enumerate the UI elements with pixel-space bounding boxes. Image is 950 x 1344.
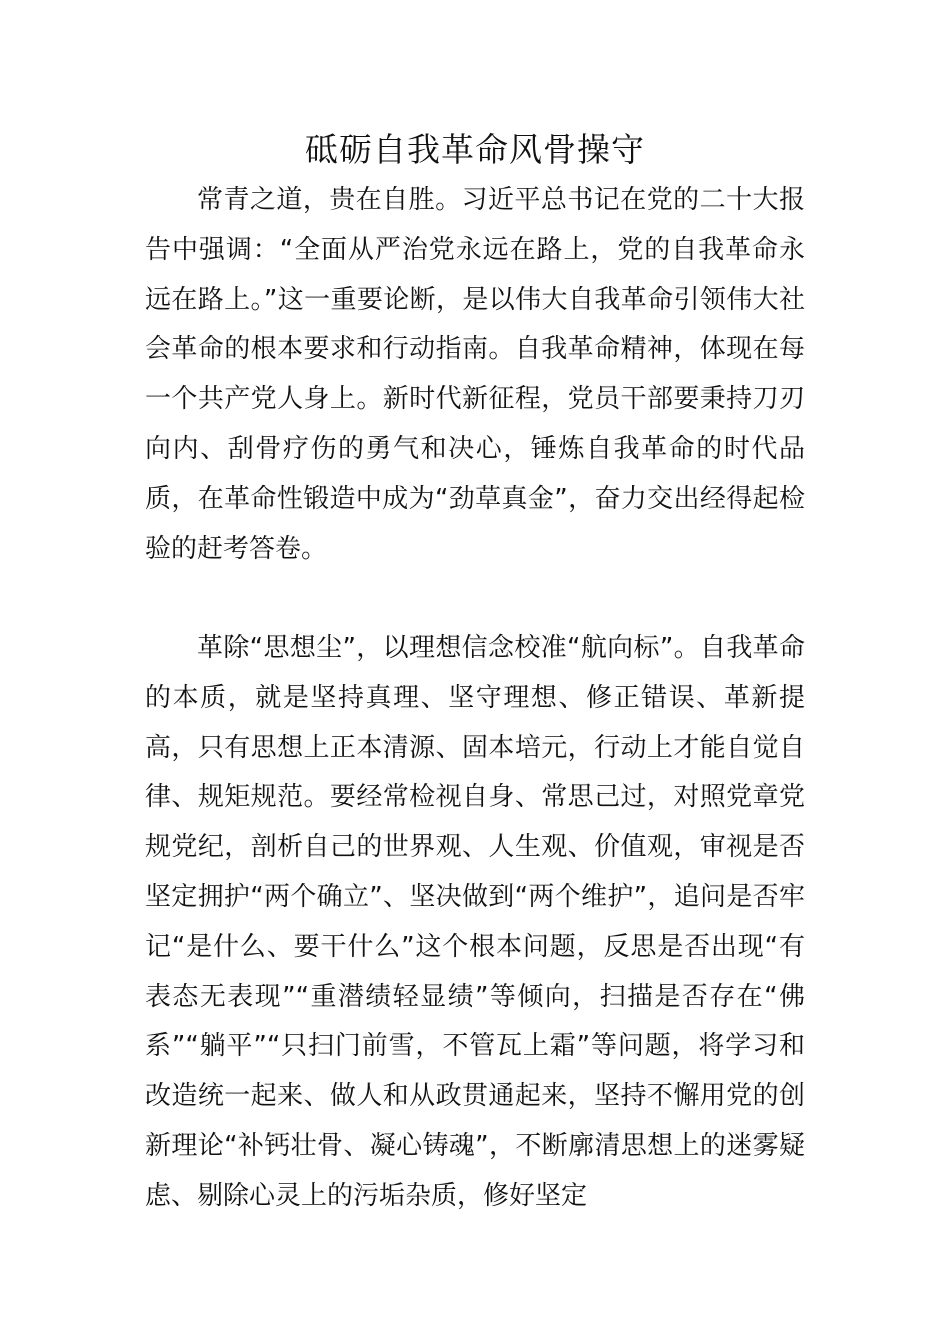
paragraph-intro: 常青之道，贵在自胜。习近平总书记在党的二十大报告中强调：“全面从严治党永远在路上，党的自我革命永远在路上。”这一重要论断，是以伟大自我革命引领伟大社会革命的根本要求和行动指南。自我革命精神，体现在每一个共产党人身上。新时代新征程，党员干部要秉持刀刃向内、刮骨疗伤的勇气和决心，锤炼自我革命的时代品质，在革命性锻造中成为“劲草真金”，奋力交出经得起检验的赶考答卷。: [145, 185, 805, 564]
document-title: 砥砺自我革命风骨操守: [305, 130, 645, 169]
paragraph-section-1: 革除“思想尘”，以理想信念校准“航向标”。自我革命的本质，就是坚持真理、坚守理想、修正错误、革新提高，只有思想上正本清源、固本培元，行动上才能自觉自律、规矩规范。要经常检视自身、常思己过，对照党章党规党纪，剖析自己的世界观、人生观、价值观，审视是否坚定拥护“两个确立”、坚决做到“两个维护”，追问是否牢记“是什么、要干什么”这个根本问题，反思是否出现“有表态无表现”“重潜绩轻显绩”等倾向，扫描是否存在“佛系”“躺平”“只扫门前雪，不管瓦上霜”等问题，将学习和改造统一起来、做人和从政贯通起来，坚持不懈用党的创新理论“补钙壮骨、凝心铸魂”，不断廓清思想上的迷雾疑虑、剔除心灵上的污垢杂质，修好坚定: [145, 633, 805, 1211]
